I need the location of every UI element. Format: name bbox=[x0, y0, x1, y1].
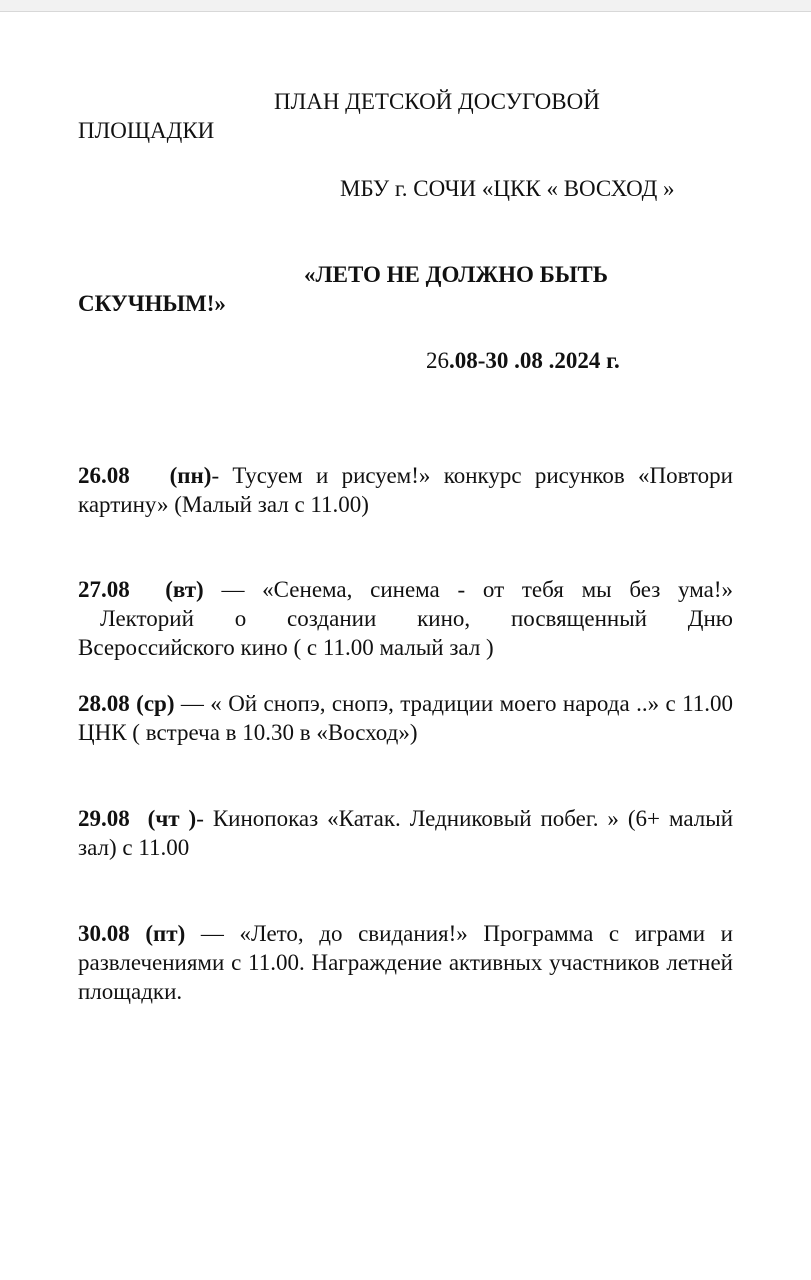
event-day: (вт) bbox=[165, 577, 204, 602]
event-description: - Тусуем и рисуем!» конкурс рисунков «Повтори картину» (Малый зал с 11.00) bbox=[78, 463, 733, 517]
event-description: - Кинопоказ «Катак. Ледниковый побег. » (6+ малый зал) с 11.00 bbox=[78, 806, 734, 860]
slogan bbox=[78, 260, 733, 318]
date-range bbox=[78, 346, 811, 375]
event-item bbox=[78, 575, 733, 662]
plan-title: ПЛАН ДЕТСКОЙ ДОСУГОВОЙ ПЛОЩАДКИ bbox=[78, 89, 600, 143]
event-date: 29.08 bbox=[78, 806, 130, 831]
event-date: 27.08 bbox=[78, 577, 130, 602]
event-date: 28.08 bbox=[78, 691, 130, 716]
event-date: 30.08 bbox=[78, 921, 130, 946]
event-item bbox=[78, 919, 733, 1006]
event-description-line-2: Лекторий о создании кино, посвященный Дню bbox=[100, 606, 733, 631]
event-line-1 bbox=[78, 575, 733, 604]
event-item bbox=[78, 804, 733, 862]
event-description: — «Сенема, синема - от тебя мы без ума!» bbox=[203, 577, 734, 602]
event-date: 26.08 bbox=[78, 463, 130, 488]
viewer-top-bar bbox=[0, 0, 811, 12]
event-day: (пт) bbox=[145, 921, 186, 946]
date-range-rest: .08-30 .08 .2024 г. bbox=[449, 348, 620, 373]
date-range-prefix: 26 bbox=[426, 348, 449, 373]
event-line-3: Всероссийского кино ( с 11.00 малый зал ) bbox=[78, 635, 494, 660]
event-item bbox=[78, 461, 733, 519]
event-description: — «Лето, до свидания!» Программа с играми и развлечениями с 11.00. Награждение активных участников летней площадки. bbox=[78, 921, 733, 1004]
event-line-2 bbox=[78, 604, 733, 633]
event-item bbox=[78, 689, 733, 747]
slogan-text: «ЛЕТО НЕ ДОЛЖНО БЫТЬ СКУЧНЫМ!» bbox=[78, 262, 608, 316]
event-day: (чт ) bbox=[147, 806, 197, 831]
event-day: (ср) bbox=[136, 691, 175, 716]
event-day: (пн) bbox=[169, 463, 212, 488]
organization-name: МБУ г. СОЧИ «ЦКК « ВОСХОД » bbox=[340, 176, 675, 201]
event-description: — « Ой снопэ, снопэ, традиции моего народа ..» с 11.00 ЦНК ( встреча в 10.30 в «Восход») bbox=[78, 691, 733, 745]
